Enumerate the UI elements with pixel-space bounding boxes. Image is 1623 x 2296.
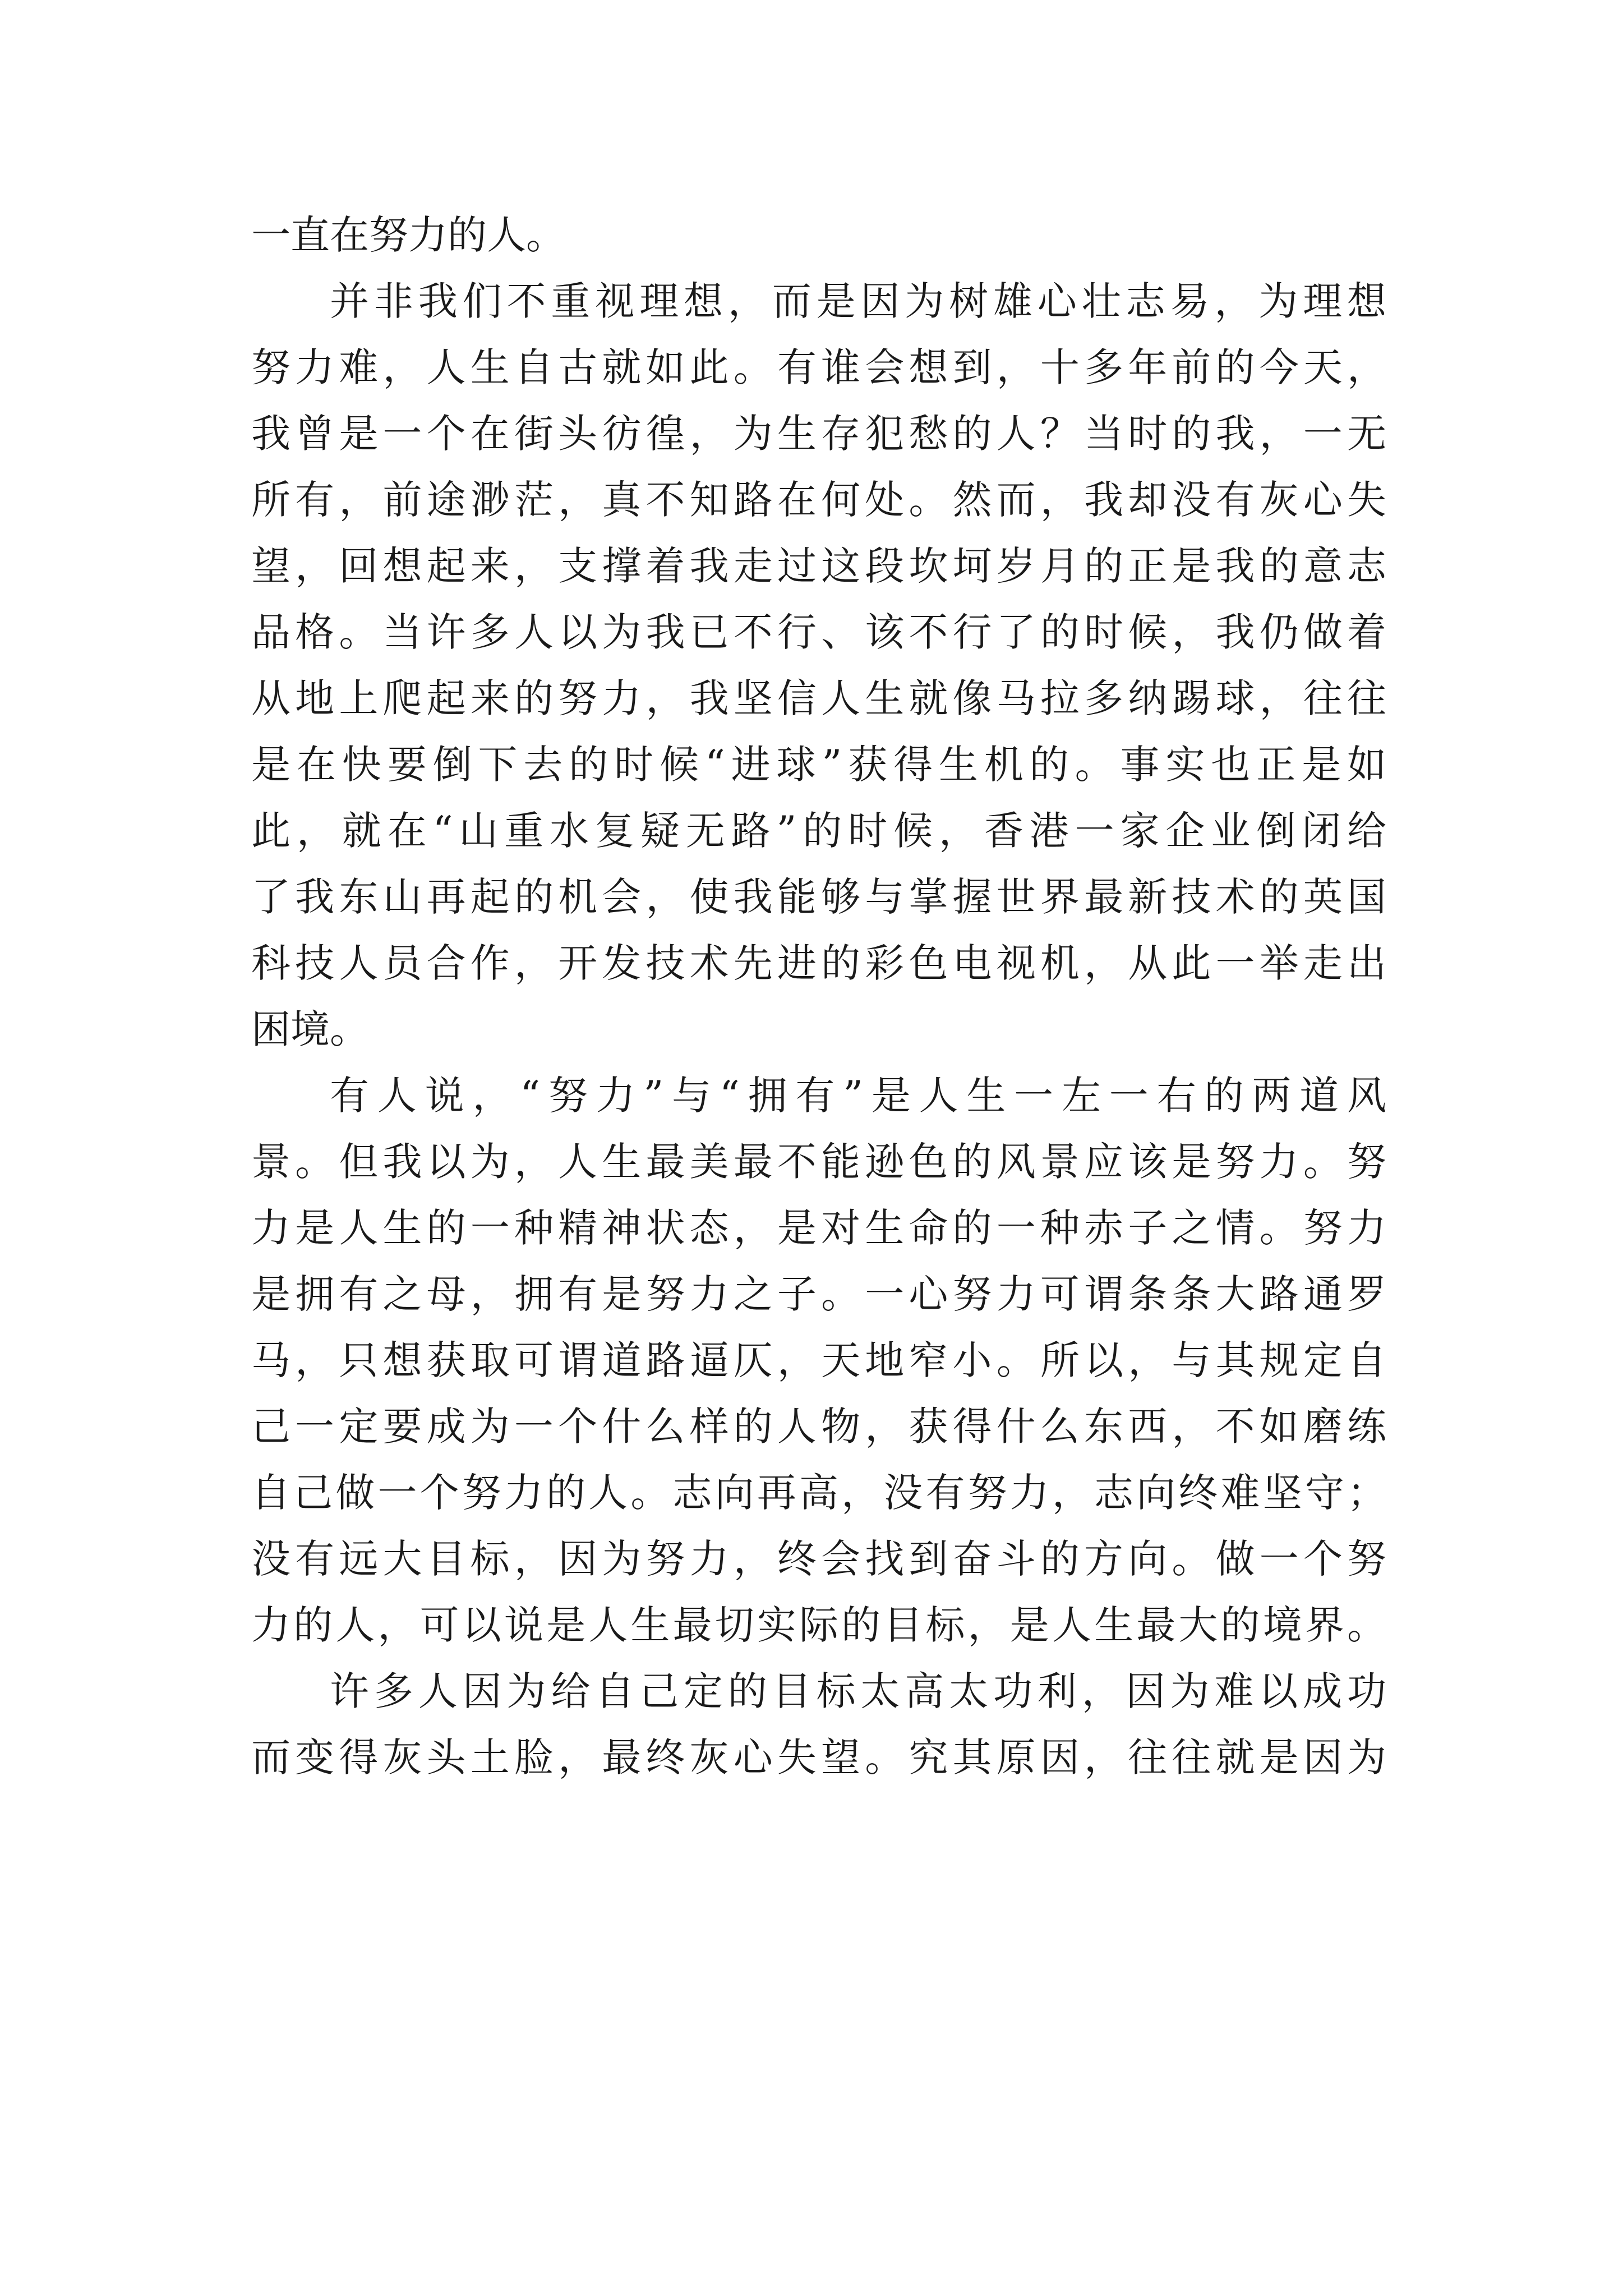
text-line: 从地上爬起来的努力，我坚信人生就像马拉多纳踢球，往往	[251, 675, 1386, 721]
text-line: 努力难，人生自古就如此。有谁会想到，十多年前的今天，	[251, 344, 1386, 390]
text-line: 是拥有之母，拥有是努力之子。一心努力可谓条条大路通罗	[251, 1271, 1386, 1317]
text-line: 了我东山再起的机会，使我能够与掌握世界最新技术的英国	[251, 874, 1386, 920]
text-line: 望，回想起来，支撑着我走过这段坎坷岁月的正是我的意志	[251, 543, 1386, 589]
text-line: 有人说，“努力”与“拥有”是人生一左一右的两道风	[330, 1073, 1386, 1119]
text-line: 力的人，可以说是人生最切实际的目标，是人生最大的境界。	[251, 1602, 1386, 1648]
text-line: 而变得灰头土脸，最终灰心失望。究其原因，往往就是因为	[251, 1734, 1386, 1780]
text-line: 困境。	[251, 1006, 369, 1052]
text-line: 并非我们不重视理想，而是因为树雄心壮志易，为理想	[330, 278, 1386, 324]
text-line: 一直在努力的人。	[251, 212, 565, 258]
text-line: 自己做一个努力的人。志向再高，没有努力，志向终难坚守；	[251, 1470, 1386, 1516]
text-line: 我曾是一个在街头彷徨，为生存犯愁的人？当时的我，一无	[251, 411, 1386, 457]
text-line: 所有，前途渺茫，真不知路在何处。然而，我却没有灰心失	[251, 477, 1386, 523]
text-line: 此，就在“山重水复疑无路”的时候，香港一家企业倒闭给	[251, 808, 1386, 854]
text-line: 己一定要成为一个什么样的人物，获得什么东西，不如磨练	[251, 1404, 1386, 1450]
text-line: 没有远大目标，因为努力，终会找到奋斗的方向。做一个努	[251, 1536, 1386, 1582]
text-line: 许多人因为给自己定的目标太高太功利，因为难以成功	[330, 1668, 1386, 1714]
text-line: 是在快要倒下去的时候“进球”获得生机的。事实也正是如	[251, 742, 1386, 788]
text-line: 科技人员合作，开发技术先进的彩色电视机，从此一举走出	[251, 940, 1386, 986]
body-text	[251, 202, 1386, 1791]
text-line: 马，只想获取可谓道路逼仄，天地窄小。所以，与其规定自	[251, 1337, 1386, 1383]
text-line: 景。但我以为，人生最美最不能逊色的风景应该是努力。努	[251, 1139, 1386, 1185]
text-line: 力是人生的一种精神状态，是对生命的一种赤子之情。努力	[251, 1205, 1386, 1251]
text-line: 品格。当许多人以为我已不行、该不行了的时候，我仍做着	[251, 609, 1386, 655]
